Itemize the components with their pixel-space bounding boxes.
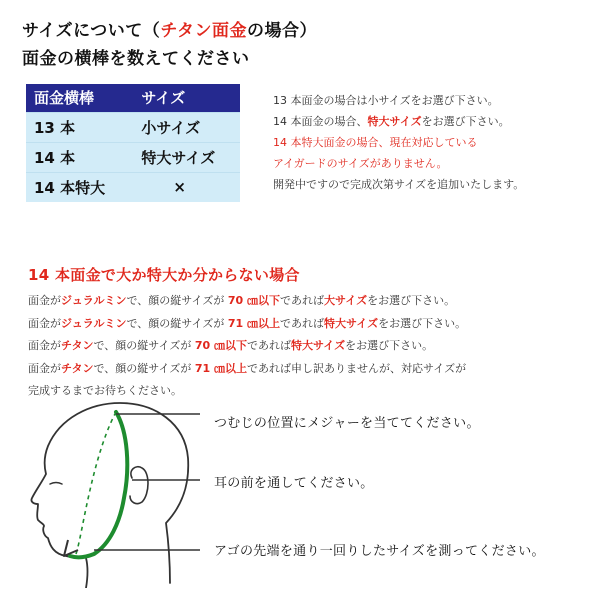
guide-material: ジュラルミン — [61, 294, 127, 307]
measure-back-dashed — [76, 412, 116, 554]
guide-line — [28, 313, 466, 336]
guide-line: 完成するまでお待ちください。 — [28, 384, 182, 397]
guide-size: 特大サイズ — [291, 339, 346, 352]
table-row — [26, 142, 240, 172]
guide-text: で、顔の縦サイズが — [93, 339, 195, 352]
guide-text: 面金が — [28, 339, 61, 352]
guide-text: で、顔の縦サイズが — [126, 316, 228, 330]
guide-text: をお選び下さい。 — [367, 294, 456, 307]
note-text: をお選び下さい。 — [421, 115, 510, 128]
guide-measure: 70 ㎝以下 — [194, 339, 247, 352]
note-line: 13 本面金の場合は小サイズをお選び下さい。 — [273, 94, 499, 107]
head-outline-icon — [31, 403, 188, 588]
page-title — [22, 16, 317, 41]
size-notes — [273, 90, 524, 195]
table-row — [26, 112, 240, 142]
guide-text: をお選び下さい。 — [378, 316, 467, 330]
title-suffix: の場合） — [246, 21, 317, 41]
table-row — [26, 172, 240, 202]
guide-text: であれば — [280, 294, 324, 307]
guide-text: であれば — [280, 316, 324, 330]
guide-material: チタン — [61, 361, 94, 375]
table-cell-bars: 14 本特大 — [26, 172, 127, 202]
table-header-row — [26, 84, 240, 112]
title-prefix: サイズについて（ — [22, 21, 161, 41]
guide-text: であれば申し訳ありませんが、対応サイズが — [247, 361, 467, 375]
head-measure-diagram — [20, 398, 200, 588]
note-line-warning: アイガードのサイズがありません。 — [273, 157, 448, 170]
guide-lines — [28, 290, 466, 403]
note-line: 開発中ですので完成次第サイズを追加いたします。 — [273, 178, 525, 191]
note-text: 14 本面金の場合、 — [273, 115, 368, 128]
guide-line — [28, 358, 466, 381]
ear-icon — [130, 467, 148, 504]
page-subtitle: 面金の横棒を数えてください — [22, 49, 250, 69]
title-highlight: チタン面金 — [160, 21, 247, 41]
measure-tape-icon — [70, 412, 127, 557]
guide-text: をお選び下さい。 — [345, 339, 434, 352]
guide-measure: 71 ㎝以上 — [194, 361, 247, 375]
guide-material: チタン — [61, 339, 94, 352]
guide-text: で、顔の縦サイズが — [126, 294, 228, 307]
guide-measure: 70 ㎝以下 — [227, 294, 280, 307]
guide-measure: 71 ㎝以上 — [227, 316, 280, 330]
guide-material: ジュラルミン — [61, 316, 127, 330]
note-line-warning: 14 本特大面金の場合、現在対応している — [273, 136, 478, 149]
guide-text: 面金が — [28, 294, 61, 307]
table-cell-size: 特大サイズ — [127, 142, 240, 172]
label-ear: 耳の前を通してください。 — [214, 476, 374, 491]
guide-text: であれば — [247, 339, 291, 352]
table-cell-bars: 14 本 — [26, 142, 127, 172]
section-title: 14 本面金で大か特大か分からない場合 — [28, 266, 300, 284]
note-highlight: 特大サイズ — [367, 115, 422, 128]
table-cell-bars: 13 本 — [26, 112, 127, 142]
guide-text: 面金が — [28, 361, 61, 375]
label-chin: アゴの先端を通り一回りしたサイズを測ってください。 — [214, 544, 545, 559]
table-header-size: サイズ — [127, 84, 240, 112]
guide-text: で、顔の縦サイズが — [93, 361, 195, 375]
guide-size: 特大サイズ — [324, 316, 379, 330]
note-line — [273, 111, 524, 132]
table-cell-size: 小サイズ — [127, 112, 240, 142]
guide-text: 面金が — [28, 316, 61, 330]
guide-line — [28, 335, 466, 358]
eye-icon — [50, 483, 62, 485]
guide-line — [28, 290, 466, 313]
guide-size: 大サイズ — [324, 294, 368, 307]
table-header-bars: 面金横棒 — [26, 84, 127, 112]
size-table — [26, 84, 240, 202]
label-crown: つむじの位置にメジャーを当ててください。 — [214, 416, 480, 431]
table-cell-size: × — [127, 172, 240, 202]
